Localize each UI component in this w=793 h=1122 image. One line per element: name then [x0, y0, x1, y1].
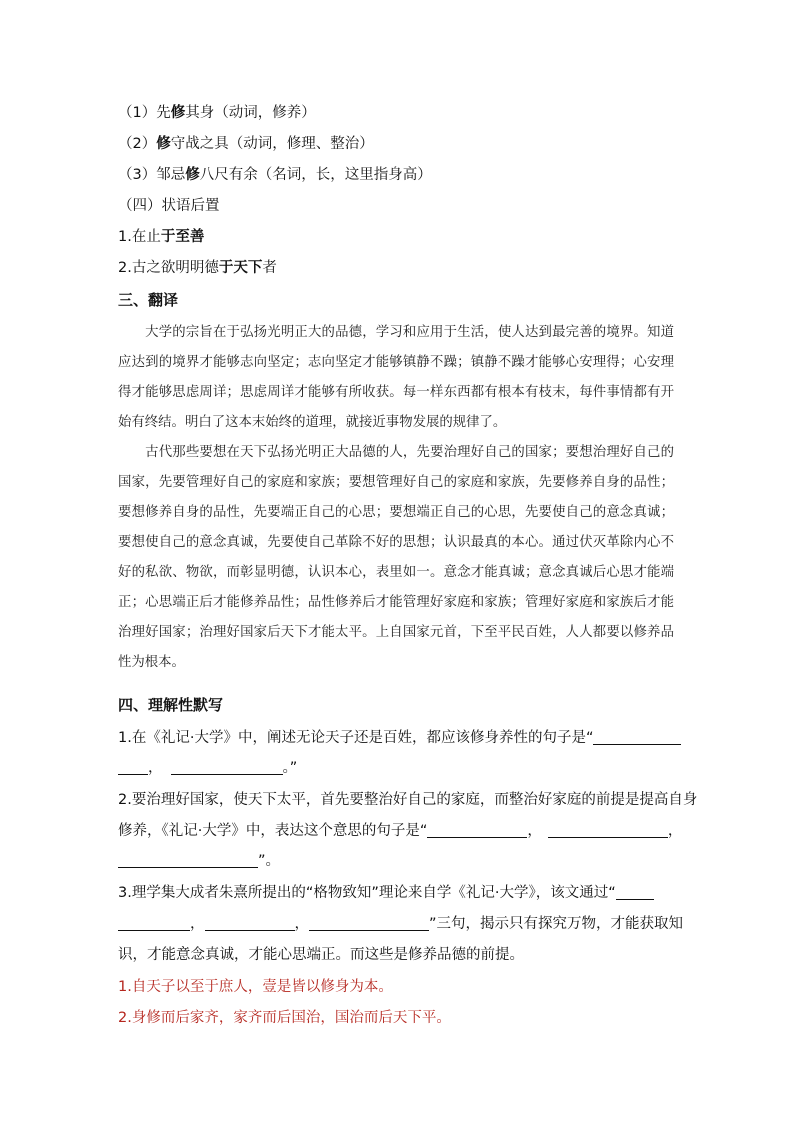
- answer-blank[interactable]: [205, 914, 295, 931]
- translation-paragraph-2: 古代那些要想在天下弘扬光明正大品德的人，先要治理好自己的国家；要想治理好自己的国家，先要管理好自己的家庭和家族；要想管理好自己的家庭和家族，先要修养自身的品性；要想修养自身的品性，先要端正自己的心思；要想端正自己的心思，先要使自己的意念真诚；要想使自己的意念真诚，先要使自己革除不好的思想；认识最真的本心。通过伏灭革除内心不好的私欲、物欲，而彰显明德，认识本心，表里如一。意念才能真诚；意念真诚后心思才能端正；心思端正后才能修养品性；品性修养后才能管理好家庭和家族；管理好家庭和家族后才能治理好国家；治理好国家后天下才能太平。上自国家元首，下至平民百姓，人人都要以修养品性为根本。: [118, 445, 674, 670]
- translation-paragraph-1: 大学的宗旨在于弘扬光明正大的品德，学习和应用于生活，使人达到最完善的境界。知道应达到的境界才能够志向坚定；志向坚定才能够镇静不躁；镇静不躁才能够心安理得；心安理得才能够思虑周详；思虑周详才能够有所收获。每一样东西都有根本有枝末，每件事情都有开始有终结。明白了这本末始终的道理，就接近事物发展的规律了。: [118, 325, 674, 430]
- item-6: 2.古之欲明明德于天下者: [118, 260, 277, 276]
- item-3: （3）邹忌修八尺有余（名词，长，这里指身高）: [118, 167, 432, 183]
- section-4-heading: 四、理解性默写: [118, 696, 224, 714]
- item-1: （1）先修其身（动词，修养）: [118, 105, 316, 121]
- question-1-line-1: 1.在《礼记·大学》中，阐述无论天子还是百姓，都应该修身养性的句子是“: [118, 728, 681, 748]
- subheading-adverbial-postposition: （四）状语后置: [118, 198, 220, 214]
- question-1-line-2: ， 。”: [118, 758, 297, 778]
- section-3-heading: 三、翻译: [118, 291, 179, 309]
- item-5: 1.在止于至善: [118, 229, 205, 245]
- answer-blank[interactable]: [118, 851, 258, 868]
- answer-blank[interactable]: [593, 728, 681, 745]
- question-3-line-3: 识，才能意念真诚，才能心思端正。而这些是修养品德的前提。: [118, 947, 524, 963]
- answer-blank[interactable]: [548, 821, 668, 838]
- question-3-line-2: ， ， ”三句，揭示只有探究万物，才能获取知: [118, 914, 683, 934]
- answer-2: 2.身修而后家齐，家齐而后国治，国治而后天下平。: [118, 1010, 451, 1026]
- item-2: （2）修守战之具（动词，修理、整治）: [118, 136, 374, 152]
- answer-blank[interactable]: [118, 914, 190, 931]
- answer-blank[interactable]: [118, 758, 148, 775]
- answer-blank[interactable]: [171, 758, 283, 775]
- answer-blank[interactable]: [309, 914, 429, 931]
- answer-blank[interactable]: [616, 883, 654, 900]
- question-2-line-1: 2.要治理好国家，使天下太平，首先要整治好自己的家庭，而整治好家庭的前提是提高自身: [118, 792, 698, 808]
- answer-1: 1.自天子以至于庶人，壹是皆以修身为本。: [118, 979, 393, 995]
- question-3-line-1: 3.理学集大成者朱熹所提出的“格物致知”理论来自学《礼记·大学》，该文通过“: [118, 883, 654, 903]
- answer-blank[interactable]: [427, 821, 527, 838]
- question-2-line-2: 修养，《礼记·大学》中，表达这个意思的句子是“ ， ，: [118, 823, 683, 839]
- question-2-line-3: ”。: [118, 851, 280, 871]
